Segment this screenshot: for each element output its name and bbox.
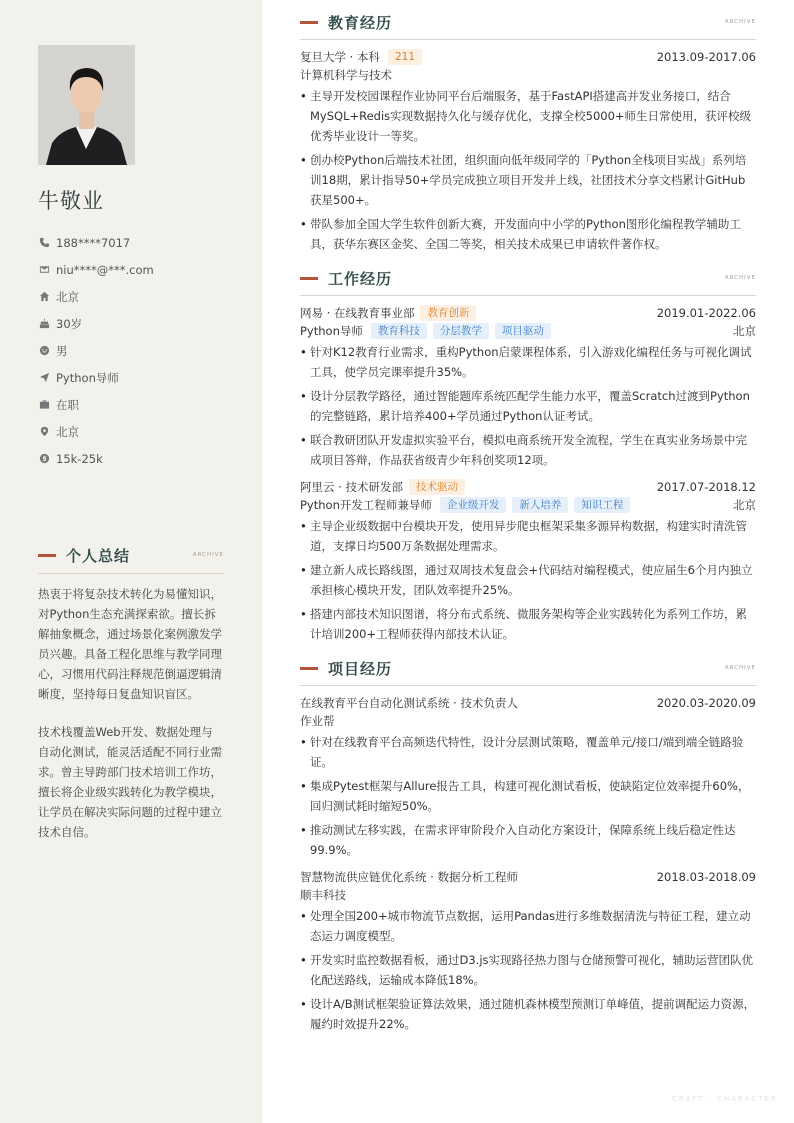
project-entry bbox=[300, 868, 756, 1034]
money-icon bbox=[38, 453, 50, 465]
home-icon bbox=[38, 291, 50, 303]
projects-section bbox=[300, 658, 756, 1034]
contact-text: Python导师 bbox=[56, 370, 119, 385]
entry-header bbox=[300, 868, 756, 886]
bullet-list bbox=[300, 516, 756, 644]
location-pin-icon bbox=[38, 426, 50, 438]
contact-text: 男 bbox=[56, 343, 68, 358]
section-archive-label: ARCHIVE bbox=[192, 552, 224, 558]
send-icon bbox=[38, 372, 50, 384]
entry-period: 2020.03-2020.09 bbox=[656, 696, 756, 710]
profile-photo bbox=[38, 45, 135, 165]
contact-text: 30岁 bbox=[56, 316, 83, 331]
summary-paragraph: 热衷于将复杂技术转化为易懂知识，对Python生态充满探索欲。擅长拆解抽象概念，通过场景化案例激发学员兴趣。具备工程化思维与教学同理心，习惯用代码注释规范倒逼逻辑清晰度，坚持每日复盘知识盲区。 bbox=[38, 587, 222, 701]
entry-header bbox=[300, 48, 756, 66]
company-tag: 技术驱动 bbox=[409, 479, 465, 495]
skill-tag: 教育科技 bbox=[371, 323, 427, 339]
job-entry bbox=[300, 304, 756, 470]
section-title: 个人总结 bbox=[66, 546, 131, 565]
entry-header bbox=[300, 694, 756, 712]
face-icon bbox=[38, 345, 50, 357]
contact-age bbox=[38, 310, 154, 337]
bullet-item: • 带队参加全国大学生软件创新大赛，开发面向中小学的Python图形化编程教学辅助工具，获华东赛区金奖、全国二等奖，相关技术成果已申请软件著作权。 bbox=[300, 214, 756, 254]
contact-email bbox=[38, 256, 154, 283]
contact-home bbox=[38, 283, 154, 310]
section-title: 项目经历 bbox=[328, 659, 393, 678]
company-tag: 教育创新 bbox=[420, 305, 476, 321]
footer-watermark: CRAFT · CHARACTER bbox=[672, 1095, 778, 1103]
bullet-item: • 主导开发校园课程作业协同平台后端服务，基于FastAPI搭建高并发业务接口，结合MySQL+Redis实现数据持久化与缓存优化，支撑全校5000+师生日常使用，获评校级优秀毕业设计一等奖。 bbox=[300, 86, 756, 146]
entry-subheader bbox=[300, 712, 756, 730]
bullet-item: • 设计A/B测试框架验证算法效果，通过随机森林模型预测订单峰值，提前调配运力资源，履约时效提升22%。 bbox=[300, 994, 756, 1034]
project-name: 智慧物流供应链优化系统 · 数据分析工程师 bbox=[300, 870, 518, 884]
contact-text: 北京 bbox=[56, 424, 79, 439]
project-name: 在线教育平台自动化测试系统 · 技术负责人 bbox=[300, 696, 518, 710]
contact-position bbox=[38, 364, 154, 391]
section-accent-bar bbox=[38, 554, 56, 557]
section-accent-bar bbox=[300, 667, 318, 670]
contact-salary bbox=[38, 445, 154, 472]
job-role: Python导师 bbox=[300, 324, 363, 338]
entry-header bbox=[300, 478, 756, 496]
job-city: 北京 bbox=[733, 498, 756, 512]
section-header bbox=[38, 545, 224, 565]
entry-subheader bbox=[300, 66, 756, 84]
job-entry bbox=[300, 478, 756, 644]
company-name: 阿里云 · 技术研发部 bbox=[300, 480, 403, 494]
bullet-item: • 处理全国200+城市物流节点数据，运用Pandas进行多维数据清洗与特征工程，建立动态运力调度模型。 bbox=[300, 906, 756, 946]
skill-tag: 分层教学 bbox=[433, 323, 489, 339]
section-header bbox=[300, 268, 756, 288]
bullet-item: • 推动测试左移实践，在需求评审阶段介入自动化方案设计，保障系统上线后稳定性达99.9%。 bbox=[300, 820, 756, 860]
mail-icon bbox=[38, 264, 50, 276]
main-content bbox=[300, 12, 756, 1048]
skill-tag: 知识工程 bbox=[574, 497, 630, 513]
contact-text: niu****@***.com bbox=[56, 262, 154, 277]
section-archive-label: ARCHIVE bbox=[724, 275, 756, 281]
section-title: 工作经历 bbox=[328, 269, 393, 288]
contact-city bbox=[38, 418, 154, 445]
entry-period: 2013.09-2017.06 bbox=[656, 50, 756, 64]
section-divider bbox=[300, 295, 756, 296]
section-divider bbox=[38, 573, 224, 574]
bullet-item: • 集成Pytest框架与Allure报告工具，构建可视化测试看板，使缺陷定位效率提升60%，回归测试耗时缩短50%。 bbox=[300, 776, 756, 816]
section-accent-bar bbox=[300, 277, 318, 280]
section-accent-bar bbox=[300, 21, 318, 24]
candidate-name: 牛敬业 bbox=[38, 189, 104, 213]
bullet-item: • 主导企业级数据中台模块开发，使用异步爬虫框架采集多源异构数据，构建实时清洗管道，支撑日均500万条数据处理需求。 bbox=[300, 516, 756, 556]
skill-tag: 企业级开发 bbox=[440, 497, 507, 513]
project-org: 作业帮 bbox=[300, 714, 335, 728]
bullet-item: • 创办校Python后端技术社团，组织面向低年级同学的「Python全栈项目实战」系列培训18期，累计指导50+学员完成独立项目开发并上线，社团技术分享文档累计GitHub获星500+。 bbox=[300, 150, 756, 210]
bullet-item: • 搭建内部技术知识图谱，将分布式系统、微服务架构等企业实践转化为系列工作坊，累计培训200+工程师获得内部技术认证。 bbox=[300, 604, 756, 644]
entry-subheader bbox=[300, 322, 756, 340]
contact-status bbox=[38, 391, 154, 418]
bullet-item: • 针对在线教育平台高频迭代特性，设计分层测试策略，覆盖单元/接口/端到端全链路验证。 bbox=[300, 732, 756, 772]
skill-tag: 项目驱动 bbox=[495, 323, 551, 339]
contact-text: 北京 bbox=[56, 289, 79, 304]
contact-text: 在职 bbox=[56, 397, 79, 412]
education-section bbox=[300, 12, 756, 254]
section-archive-label: ARCHIVE bbox=[724, 665, 756, 671]
bullet-list bbox=[300, 86, 756, 254]
section-divider bbox=[300, 39, 756, 40]
section-title: 教育经历 bbox=[328, 13, 393, 32]
section-divider bbox=[300, 685, 756, 686]
cake-icon bbox=[38, 318, 50, 330]
section-archive-label: ARCHIVE bbox=[724, 19, 756, 25]
summary-section bbox=[38, 545, 224, 842]
contact-phone bbox=[38, 229, 154, 256]
bullet-list bbox=[300, 342, 756, 470]
education-entry bbox=[300, 48, 756, 254]
contact-list bbox=[38, 229, 154, 472]
bullet-item: • 联合教研团队开发虚拟实验平台，模拟电商系统开发全流程，学生在真实业务场景中完成项目答辩，作品获省级青少年科创奖项12项。 bbox=[300, 430, 756, 470]
summary-paragraph: 技术栈覆盖Web开发、数据处理与自动化测试，能灵活适配不同行业需求。曾主导跨部门技术培训工作坊，擅长将企业级实践转化为教学模块，让学员在解决实际问题的过程中建立技术自信。 bbox=[38, 725, 222, 839]
project-entry bbox=[300, 694, 756, 860]
entry-header bbox=[300, 304, 756, 322]
bullet-list bbox=[300, 732, 756, 860]
entry-period: 2017.07-2018.12 bbox=[656, 480, 756, 494]
contact-gender bbox=[38, 337, 154, 364]
sidebar bbox=[0, 0, 262, 1123]
company-name: 网易 · 在线教育事业部 bbox=[300, 306, 415, 320]
school-name: 复旦大学 · 本科 bbox=[300, 50, 380, 64]
school-tag: 211 bbox=[388, 49, 422, 65]
entry-period: 2018.03-2018.09 bbox=[656, 870, 756, 884]
bullet-item: • 建立新人成长路线图，通过双周技术复盘会+代码结对编程模式，使应届生6个月内独立承担核心模块开发，团队效率提升25%。 bbox=[300, 560, 756, 600]
phone-icon bbox=[38, 237, 50, 249]
entry-subheader bbox=[300, 886, 756, 904]
project-org: 顺丰科技 bbox=[300, 888, 346, 902]
entry-subheader bbox=[300, 496, 756, 514]
job-city: 北京 bbox=[733, 324, 756, 338]
bullet-item: • 针对K12教育行业需求，重构Python启蒙课程体系，引入游戏化编程任务与可视化调试工具，使学员完课率提升35%。 bbox=[300, 342, 756, 382]
contact-text: 188****7017 bbox=[56, 235, 131, 250]
contact-text: 15k-25k bbox=[56, 451, 103, 466]
job-role: Python开发工程师兼导师 bbox=[300, 498, 432, 512]
section-header bbox=[300, 658, 756, 678]
briefcase-icon bbox=[38, 399, 50, 411]
bullet-list bbox=[300, 906, 756, 1034]
entry-period: 2019.01-2022.06 bbox=[656, 306, 756, 320]
bullet-item: • 设计分层教学路径，通过智能题库系统匹配学生能力水平，覆盖Scratch过渡到Python的完整链路，累计培养400+学员通过Python认证考试。 bbox=[300, 386, 756, 426]
work-section bbox=[300, 268, 756, 644]
skill-tag: 新人培养 bbox=[512, 497, 568, 513]
major: 计算机科学与技术 bbox=[300, 68, 392, 82]
bullet-item: • 开发实时监控数据看板，通过D3.js实现路径热力图与仓储预警可视化，辅助运营团队优化配送路线，运输成本降低18%。 bbox=[300, 950, 756, 990]
section-header bbox=[300, 12, 756, 32]
